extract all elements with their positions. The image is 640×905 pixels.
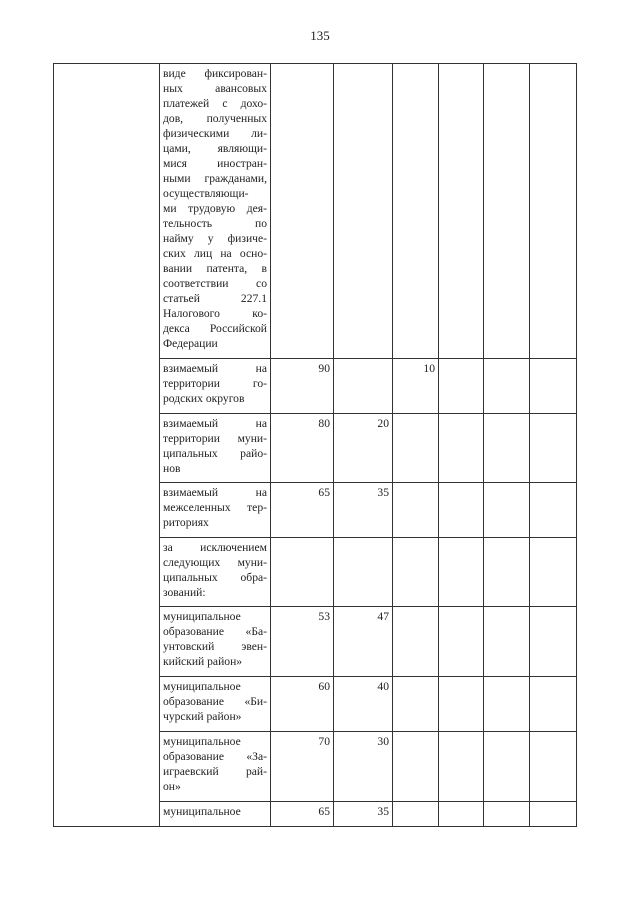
description-line: найму у физиче- <box>163 232 267 245</box>
description-line: платежей с дохо- <box>163 97 267 110</box>
description-line: декса Российской <box>163 322 267 335</box>
description-line: он» <box>163 780 181 793</box>
value-cell-c2: 47 <box>334 607 393 677</box>
value-cell-c2: 35 <box>334 802 393 827</box>
description-line: кийский район» <box>163 655 243 668</box>
description-line: вании патента, в <box>163 262 267 275</box>
description-line: риториях <box>163 516 209 529</box>
description-line: зований: <box>163 586 206 599</box>
description-line: тельность по <box>163 217 267 230</box>
tax-distribution-table <box>53 63 577 827</box>
description-line: муниципальное <box>163 680 241 693</box>
value-cell-c3 <box>393 802 439 827</box>
description-line: ных авансовых <box>163 82 267 95</box>
page-number: 135 <box>310 28 330 43</box>
description-line: ципальных райо- <box>163 447 267 460</box>
value-cell-c1: 60 <box>271 677 334 732</box>
description-line: взимаемый на <box>163 362 267 375</box>
description-line: муниципальное <box>163 805 241 818</box>
description-line: ми трудовую дея- <box>163 202 267 215</box>
description-line: межселенных тер- <box>163 501 267 514</box>
description-line: статьей 227.1 <box>163 292 267 305</box>
value-cell-c4 <box>439 483 484 538</box>
value-cell-c4 <box>439 802 484 827</box>
value-cell-c1: 70 <box>271 732 334 802</box>
value-cell-c4 <box>439 607 484 677</box>
value-cell-c1 <box>271 538 334 607</box>
description-line: образование «Ба- <box>163 625 267 638</box>
value-cell-c2: 30 <box>334 732 393 802</box>
description-line: играевский рай- <box>163 765 267 778</box>
value-cell-c5 <box>484 483 530 538</box>
value-cell-c1 <box>271 64 334 359</box>
value-cell-c5 <box>484 64 530 359</box>
description-line: образование «Би- <box>163 695 267 708</box>
value-cell-c1: 90 <box>271 359 334 414</box>
value-cell-c3 <box>393 483 439 538</box>
table-body <box>54 64 577 827</box>
value-cell-c3 <box>393 414 439 483</box>
value-cell-c6 <box>530 414 577 483</box>
value-cell-c6 <box>530 607 577 677</box>
value-cell-c3 <box>393 677 439 732</box>
description-line: взимаемый на <box>163 417 267 430</box>
value-cell-c6 <box>530 64 577 359</box>
description-line: за исключением <box>163 541 267 554</box>
value-cell-c2 <box>334 64 393 359</box>
value-cell-c4 <box>439 677 484 732</box>
value-cell-c5 <box>484 677 530 732</box>
value-cell-c2 <box>334 538 393 607</box>
description-line: мися иностран- <box>163 157 267 170</box>
value-cell-c5 <box>484 607 530 677</box>
description-line: физическими ли- <box>163 127 267 140</box>
row-description-cell <box>160 64 271 359</box>
value-cell-c1: 65 <box>271 483 334 538</box>
description-line: ными гражданами, <box>163 172 267 185</box>
description-line: следующих муни- <box>163 556 267 569</box>
value-cell-c1: 53 <box>271 607 334 677</box>
row-description-cell <box>160 607 271 677</box>
description-line: осуществляющи- <box>163 187 249 200</box>
value-cell-c6 <box>530 483 577 538</box>
description-line: ских лиц на осно- <box>163 247 267 260</box>
value-cell-c3: 10 <box>393 359 439 414</box>
value-cell-c3 <box>393 538 439 607</box>
row-description-cell <box>160 538 271 607</box>
row-description-cell <box>160 677 271 732</box>
value-cell-c5 <box>484 538 530 607</box>
value-cell-c4 <box>439 414 484 483</box>
value-cell-c5 <box>484 414 530 483</box>
value-cell-c6 <box>530 677 577 732</box>
row-description-cell <box>160 414 271 483</box>
description-line: дов, полученных <box>163 112 267 125</box>
value-cell-c3 <box>393 64 439 359</box>
value-cell-c1: 65 <box>271 802 334 827</box>
value-cell-c5 <box>484 802 530 827</box>
value-cell-c2: 35 <box>334 483 393 538</box>
description-line: виде фиксирован- <box>163 67 267 80</box>
value-cell-c4 <box>439 538 484 607</box>
description-line: чурский район» <box>163 710 242 723</box>
description-line: родских округов <box>163 392 245 405</box>
description-line: образование «За- <box>163 750 267 763</box>
value-cell-c3 <box>393 607 439 677</box>
value-cell-c4 <box>439 359 484 414</box>
description-line: территории муни- <box>163 432 267 445</box>
merged-first-column-cell <box>54 64 160 827</box>
value-cell-c6 <box>530 359 577 414</box>
row-description-cell <box>160 732 271 802</box>
value-cell-c6 <box>530 732 577 802</box>
value-cell-c4 <box>439 732 484 802</box>
value-cell-c1: 80 <box>271 414 334 483</box>
value-cell-c5 <box>484 732 530 802</box>
value-cell-c5 <box>484 359 530 414</box>
row-description-cell <box>160 802 271 827</box>
value-cell-c2: 20 <box>334 414 393 483</box>
description-line: ципальных обра- <box>163 571 267 584</box>
value-cell-c3 <box>393 732 439 802</box>
row-description-cell <box>160 359 271 414</box>
description-line: муниципальное <box>163 610 241 623</box>
description-line: нов <box>163 462 181 475</box>
description-line: Налогового ко- <box>163 307 267 320</box>
description-line: территории го- <box>163 377 267 390</box>
description-line: унтовский эвен- <box>163 640 267 653</box>
value-cell-c4 <box>439 64 484 359</box>
value-cell-c2: 40 <box>334 677 393 732</box>
description-line: взимаемый на <box>163 486 267 499</box>
description-line: Федерации <box>163 337 218 350</box>
value-cell-c6 <box>530 802 577 827</box>
table-row <box>54 64 577 359</box>
description-line: соответствии со <box>163 277 267 290</box>
value-cell-c6 <box>530 538 577 607</box>
value-cell-c2 <box>334 359 393 414</box>
description-line: цами, являющи- <box>163 142 267 155</box>
row-description-cell <box>160 483 271 538</box>
description-line: муниципальное <box>163 735 241 748</box>
